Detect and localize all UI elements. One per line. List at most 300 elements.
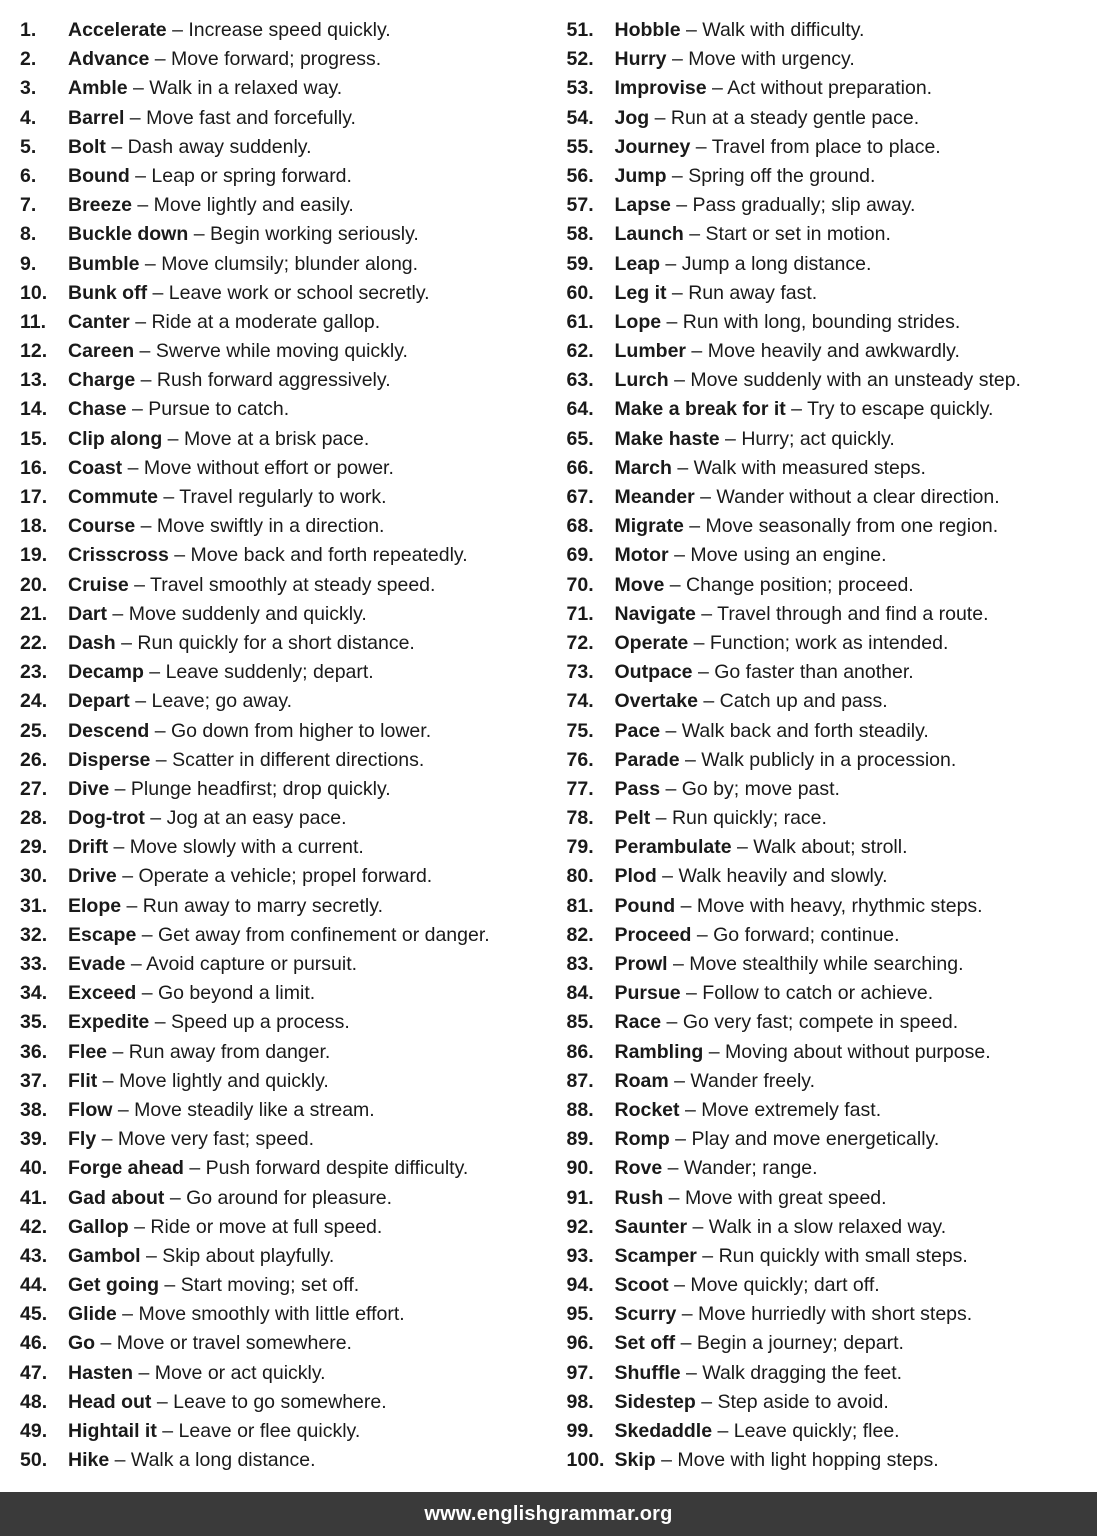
list-item bbox=[567, 1329, 1097, 1358]
list-item bbox=[567, 1154, 1097, 1183]
list-item bbox=[20, 220, 549, 249]
item-number: 77. bbox=[566, 777, 594, 800]
item-entry bbox=[68, 165, 352, 187]
item-separator: – bbox=[680, 19, 703, 41]
item-word: Barrel bbox=[68, 106, 125, 129]
item-entry bbox=[68, 1041, 330, 1063]
item-entry bbox=[615, 1216, 947, 1238]
item-word: Dash bbox=[68, 631, 116, 654]
list-item bbox=[20, 162, 549, 191]
list-item bbox=[567, 1388, 1097, 1417]
item-number: 41. bbox=[20, 1186, 48, 1209]
item-separator: – bbox=[697, 690, 720, 713]
list-item bbox=[20, 950, 549, 979]
item-number: 39. bbox=[20, 1128, 48, 1151]
item-definition: Move or act quickly. bbox=[154, 1361, 326, 1384]
list-item bbox=[20, 250, 549, 279]
item-definition: Rush forward aggressively. bbox=[156, 369, 391, 392]
item-entry bbox=[68, 340, 408, 362]
item-number: 76. bbox=[566, 748, 594, 771]
item-word: Disperse bbox=[68, 748, 151, 771]
item-separator: – bbox=[156, 1420, 179, 1442]
item-word: Escape bbox=[68, 923, 137, 946]
list-item bbox=[567, 950, 1097, 979]
item-word: Flow bbox=[68, 1098, 113, 1121]
item-definition: Move seasonally from one region. bbox=[705, 515, 999, 538]
item-separator: – bbox=[694, 486, 717, 508]
item-entry bbox=[615, 340, 960, 362]
item-entry bbox=[615, 1332, 904, 1354]
list-column-left bbox=[0, 16, 549, 1492]
item-entry bbox=[68, 107, 356, 129]
list-item bbox=[567, 512, 1097, 541]
list-item bbox=[567, 74, 1097, 103]
item-word: Fly bbox=[68, 1128, 97, 1151]
item-separator: – bbox=[695, 602, 718, 625]
list-item bbox=[567, 366, 1097, 395]
item-separator: – bbox=[712, 1420, 734, 1442]
item-number: 15. bbox=[20, 427, 48, 450]
item-word: Commute bbox=[68, 486, 158, 508]
list-item bbox=[567, 250, 1097, 279]
item-definition: Go down from higher to lower. bbox=[170, 719, 432, 742]
list-item bbox=[20, 1213, 549, 1242]
item-word: Hightail it bbox=[68, 1420, 157, 1442]
item-entry bbox=[68, 282, 430, 304]
item-entry bbox=[68, 369, 391, 391]
item-word: Make haste bbox=[614, 427, 720, 450]
item-number: 4. bbox=[20, 106, 37, 129]
item-separator: – bbox=[129, 164, 152, 187]
item-separator: – bbox=[97, 1069, 119, 1092]
item-separator: – bbox=[115, 631, 138, 654]
item-number: 32. bbox=[20, 923, 48, 946]
item-entry bbox=[68, 1216, 382, 1238]
item-word: Canter bbox=[68, 310, 130, 333]
item-definition: Go very fast; compete in speed. bbox=[682, 1011, 959, 1034]
item-word: March bbox=[614, 456, 672, 479]
item-separator: – bbox=[667, 953, 690, 975]
item-entry bbox=[68, 253, 418, 275]
item-number: 100. bbox=[566, 1449, 605, 1472]
item-word: Forge ahead bbox=[68, 1157, 184, 1180]
item-word: Advance bbox=[68, 48, 150, 71]
list-item bbox=[20, 366, 549, 395]
item-number: 83. bbox=[566, 953, 594, 975]
item-word: Overtake bbox=[614, 690, 698, 713]
list-item bbox=[20, 45, 549, 74]
item-separator: – bbox=[134, 340, 156, 363]
list-item bbox=[20, 1184, 549, 1213]
item-entry bbox=[615, 428, 895, 450]
item-separator: – bbox=[695, 1390, 718, 1413]
item-separator: – bbox=[127, 77, 150, 100]
item-definition: Begin working seriously. bbox=[209, 223, 419, 246]
item-definition: Start or set in motion. bbox=[705, 223, 891, 246]
item-definition: Wander freely. bbox=[690, 1069, 816, 1092]
item-definition: Run quickly; race. bbox=[671, 807, 827, 830]
list-item bbox=[20, 395, 549, 424]
item-entry bbox=[615, 165, 876, 187]
list-item bbox=[567, 833, 1097, 862]
item-entry bbox=[68, 486, 387, 508]
item-entry bbox=[615, 77, 933, 99]
item-definition: Walk in a slow relaxed way. bbox=[708, 1215, 947, 1238]
item-separator: – bbox=[133, 1361, 155, 1384]
item-entry bbox=[68, 807, 347, 829]
item-word: Scoot bbox=[614, 1274, 669, 1297]
item-word: Rush bbox=[614, 1186, 664, 1209]
list-item bbox=[567, 1008, 1097, 1037]
list-item bbox=[20, 571, 549, 600]
item-number: 88. bbox=[566, 1098, 594, 1121]
item-separator: – bbox=[121, 894, 143, 917]
item-number: 56. bbox=[566, 164, 594, 187]
item-number: 8. bbox=[20, 223, 37, 246]
item-definition: Push forward despite difficulty. bbox=[205, 1157, 469, 1180]
item-entry bbox=[615, 1303, 973, 1325]
item-entry bbox=[615, 1420, 900, 1442]
item-entry bbox=[615, 749, 957, 771]
item-entry bbox=[615, 778, 840, 800]
item-definition: Run away to marry secretly. bbox=[142, 894, 383, 917]
item-number: 67. bbox=[566, 486, 594, 508]
item-word: Scamper bbox=[614, 1244, 697, 1267]
item-entry bbox=[615, 661, 914, 683]
item-word: Launch bbox=[614, 223, 684, 246]
item-word: Dive bbox=[68, 777, 110, 800]
list-item bbox=[20, 862, 549, 891]
item-number: 64. bbox=[566, 398, 594, 421]
item-separator: – bbox=[683, 223, 706, 246]
item-separator: – bbox=[168, 544, 191, 567]
item-word: Jog bbox=[614, 106, 650, 129]
item-entry bbox=[615, 1274, 880, 1296]
item-separator: – bbox=[663, 1186, 685, 1209]
item-number: 26. bbox=[20, 748, 48, 771]
item-word: Descend bbox=[68, 719, 150, 742]
item-definition: Wander without a clear direction. bbox=[716, 486, 1000, 508]
item-entry bbox=[68, 1128, 314, 1150]
list-item bbox=[567, 658, 1097, 687]
item-definition: Move heavily and awkwardly. bbox=[707, 340, 960, 363]
item-separator: – bbox=[660, 719, 682, 742]
list-item bbox=[567, 1067, 1097, 1096]
item-number: 99. bbox=[566, 1420, 594, 1442]
item-word: Evade bbox=[68, 953, 126, 975]
item-separator: – bbox=[691, 923, 714, 946]
item-separator: – bbox=[128, 1215, 151, 1238]
item-separator: – bbox=[655, 1449, 678, 1472]
item-separator: – bbox=[719, 427, 742, 450]
item-entry bbox=[68, 77, 342, 99]
item-number: 28. bbox=[20, 807, 48, 830]
item-word: Flit bbox=[68, 1069, 98, 1092]
list-item bbox=[20, 1359, 549, 1388]
item-entry bbox=[68, 720, 431, 742]
item-definition: Jog at an easy pace. bbox=[166, 807, 347, 830]
item-number: 72. bbox=[566, 631, 594, 654]
item-separator: – bbox=[703, 1040, 726, 1063]
item-definition: Go faster than another. bbox=[714, 661, 914, 684]
list-item bbox=[20, 16, 549, 45]
item-definition: Move with heavy, rhythmic steps. bbox=[696, 894, 983, 917]
item-word: Bunk off bbox=[68, 281, 148, 304]
item-definition: Run with long, bounding strides. bbox=[682, 310, 961, 333]
item-word: Decamp bbox=[68, 661, 144, 684]
item-number: 21. bbox=[20, 602, 48, 625]
list-item bbox=[567, 1038, 1097, 1067]
item-definition: Leave to go somewhere. bbox=[173, 1390, 387, 1413]
item-separator: – bbox=[125, 953, 147, 975]
item-word: Dog-trot bbox=[68, 807, 145, 830]
item-separator: – bbox=[135, 369, 157, 392]
item-word: Cruise bbox=[68, 573, 129, 596]
item-word: Rove bbox=[614, 1157, 663, 1180]
item-entry bbox=[615, 836, 908, 858]
item-word: Leg it bbox=[614, 281, 667, 304]
list-item bbox=[567, 308, 1097, 337]
item-number: 95. bbox=[566, 1303, 594, 1326]
item-definition: Move steadily like a stream. bbox=[134, 1098, 375, 1121]
item-number: 65. bbox=[566, 427, 594, 450]
item-number: 38. bbox=[20, 1098, 48, 1121]
item-entry bbox=[615, 1391, 889, 1413]
item-word: Bound bbox=[68, 164, 130, 187]
item-word: Lumber bbox=[614, 340, 687, 363]
item-definition: Go around for pleasure. bbox=[186, 1186, 393, 1209]
item-entry bbox=[615, 1099, 882, 1121]
item-definition: Move hurriedly with short steps. bbox=[697, 1303, 973, 1326]
item-separator: – bbox=[690, 135, 712, 158]
item-separator: – bbox=[686, 340, 708, 363]
item-entry bbox=[68, 48, 381, 70]
item-entry bbox=[615, 1070, 816, 1092]
item-word: Get going bbox=[68, 1274, 159, 1297]
item-number: 16. bbox=[20, 456, 48, 479]
item-entry bbox=[68, 1157, 468, 1179]
item-definition: Move lightly and easily. bbox=[153, 194, 354, 217]
item-entry bbox=[615, 253, 872, 275]
list-item bbox=[567, 571, 1097, 600]
item-separator: – bbox=[96, 1128, 118, 1151]
item-word: Pound bbox=[614, 894, 676, 917]
item-number: 29. bbox=[20, 836, 48, 859]
item-entry bbox=[68, 982, 315, 1004]
item-separator: – bbox=[136, 923, 158, 946]
item-definition: Pursue to catch. bbox=[148, 398, 290, 421]
item-separator: – bbox=[666, 164, 689, 187]
item-entry bbox=[68, 136, 312, 158]
item-definition: Dash away suddenly. bbox=[127, 135, 312, 158]
item-word: Meander bbox=[614, 486, 695, 508]
item-definition: Move with great speed. bbox=[684, 1186, 887, 1209]
item-number: 82. bbox=[566, 923, 594, 946]
item-definition: Move without effort or power. bbox=[143, 456, 394, 479]
item-definition: Act without preparation. bbox=[727, 77, 933, 100]
item-definition: Plunge headfirst; drop quickly. bbox=[130, 777, 391, 800]
item-separator: – bbox=[124, 106, 147, 129]
list-item bbox=[20, 1388, 549, 1417]
item-definition: Walk about; stroll. bbox=[753, 836, 908, 859]
list-item bbox=[567, 425, 1097, 454]
item-number: 7. bbox=[20, 194, 37, 217]
footer-bar bbox=[0, 1492, 1097, 1536]
item-word: Accelerate bbox=[68, 19, 167, 41]
item-definition: Move extremely fast. bbox=[701, 1098, 882, 1121]
list-item bbox=[20, 1329, 549, 1358]
item-separator: – bbox=[112, 1098, 135, 1121]
item-definition: Run quickly for a short distance. bbox=[137, 631, 415, 654]
item-entry bbox=[68, 749, 424, 771]
item-word: Prowl bbox=[614, 953, 668, 975]
item-definition: Catch up and pass. bbox=[719, 690, 888, 713]
item-definition: Try to escape quickly. bbox=[807, 398, 994, 421]
item-word: Jump bbox=[614, 164, 667, 187]
item-separator: – bbox=[683, 515, 706, 538]
item-number: 89. bbox=[566, 1128, 594, 1151]
list-item bbox=[20, 1271, 549, 1300]
item-separator: – bbox=[164, 1186, 187, 1209]
item-number: 63. bbox=[566, 369, 594, 392]
item-definition: Spring off the ground. bbox=[688, 164, 876, 187]
item-number: 73. bbox=[566, 661, 594, 684]
list-item bbox=[567, 454, 1097, 483]
item-entry bbox=[615, 632, 949, 654]
item-word: Head out bbox=[68, 1390, 152, 1413]
item-word: Skip bbox=[614, 1449, 656, 1472]
item-entry bbox=[68, 515, 384, 537]
item-entry bbox=[68, 398, 289, 420]
item-word: Course bbox=[68, 515, 136, 538]
list-item bbox=[567, 921, 1097, 950]
item-separator: – bbox=[692, 661, 715, 684]
item-definition: Leave or flee quickly. bbox=[178, 1420, 361, 1442]
list-item bbox=[20, 775, 549, 804]
item-word: Pursue bbox=[614, 982, 681, 1005]
item-definition: Jump a long distance. bbox=[681, 252, 872, 275]
item-number: 31. bbox=[20, 894, 48, 917]
item-separator: – bbox=[136, 982, 158, 1005]
item-word: Romp bbox=[614, 1128, 670, 1151]
item-separator: – bbox=[680, 1361, 703, 1384]
item-word: Amble bbox=[68, 77, 128, 100]
list-item bbox=[567, 191, 1097, 220]
item-separator: – bbox=[666, 281, 689, 304]
item-word: Lapse bbox=[614, 194, 671, 217]
item-definition: Move back and forth repeatedly. bbox=[190, 544, 468, 567]
list-item bbox=[567, 45, 1097, 74]
item-entry bbox=[68, 19, 391, 41]
item-definition: Travel regularly to work. bbox=[179, 486, 387, 508]
item-definition: Get away from confinement or danger. bbox=[158, 923, 490, 946]
list-item bbox=[20, 1038, 549, 1067]
item-word: Breeze bbox=[68, 194, 132, 217]
item-number: 14. bbox=[20, 398, 48, 421]
item-entry bbox=[68, 924, 490, 946]
item-entry bbox=[68, 778, 391, 800]
item-separator: – bbox=[680, 982, 703, 1005]
item-number: 42. bbox=[20, 1215, 48, 1238]
item-number: 2. bbox=[20, 48, 37, 71]
item-number: 86. bbox=[566, 1040, 594, 1063]
item-separator: – bbox=[139, 252, 162, 275]
list-item bbox=[567, 600, 1097, 629]
item-word: Elope bbox=[68, 894, 122, 917]
item-number: 27. bbox=[20, 777, 48, 800]
item-word: Pass bbox=[614, 777, 661, 800]
item-entry bbox=[615, 107, 920, 129]
item-entry bbox=[615, 457, 926, 479]
item-number: 71. bbox=[566, 602, 594, 625]
item-separator: – bbox=[109, 777, 131, 800]
item-separator: – bbox=[151, 1390, 174, 1413]
item-word: Gallop bbox=[68, 1215, 129, 1238]
item-entry bbox=[615, 982, 934, 1004]
item-separator: – bbox=[166, 19, 189, 41]
item-word: Sidestep bbox=[614, 1390, 696, 1413]
item-word: Hurry bbox=[614, 48, 667, 71]
item-number: 19. bbox=[20, 544, 48, 567]
item-definition: Go by; move past. bbox=[681, 777, 840, 800]
list-item bbox=[567, 483, 1097, 512]
list-item bbox=[567, 804, 1097, 833]
item-number: 36. bbox=[20, 1040, 48, 1063]
item-word: Hobble bbox=[614, 19, 681, 41]
item-separator: – bbox=[679, 1098, 702, 1121]
list-item bbox=[567, 133, 1097, 162]
list-item bbox=[20, 483, 549, 512]
item-definition: Skip about playfully. bbox=[162, 1244, 335, 1267]
list-item bbox=[567, 104, 1097, 133]
item-number: 84. bbox=[566, 982, 594, 1005]
list-item bbox=[20, 629, 549, 658]
item-definition: Move smoothly with little effort. bbox=[138, 1303, 405, 1326]
item-separator: – bbox=[95, 1332, 117, 1355]
item-entry bbox=[68, 895, 383, 917]
list-item bbox=[20, 454, 549, 483]
item-entry bbox=[68, 574, 435, 596]
item-word: Drift bbox=[68, 836, 109, 859]
item-word: Perambulate bbox=[614, 836, 732, 859]
item-number: 45. bbox=[20, 1303, 48, 1326]
item-word: Gambol bbox=[68, 1244, 141, 1267]
item-number: 58. bbox=[566, 223, 594, 246]
item-separator: – bbox=[131, 194, 154, 217]
item-number: 52. bbox=[566, 48, 594, 71]
item-separator: – bbox=[129, 310, 152, 333]
item-number: 48. bbox=[20, 1390, 48, 1413]
item-separator: – bbox=[668, 544, 691, 567]
item-word: Shuffle bbox=[614, 1361, 681, 1384]
list-item bbox=[20, 1008, 549, 1037]
list-item bbox=[20, 74, 549, 103]
item-entry bbox=[68, 457, 394, 479]
item-number: 78. bbox=[566, 807, 594, 830]
item-word: Drive bbox=[68, 865, 117, 888]
item-word: Bolt bbox=[68, 135, 106, 158]
item-word: Migrate bbox=[614, 515, 684, 538]
item-definition: Move with light hopping steps. bbox=[677, 1449, 939, 1472]
item-entry bbox=[68, 1187, 392, 1209]
item-number: 35. bbox=[20, 1011, 48, 1034]
item-entry bbox=[68, 1245, 334, 1267]
item-entry bbox=[68, 1332, 352, 1354]
item-entry bbox=[615, 486, 1000, 508]
item-number: 55. bbox=[566, 135, 594, 158]
item-entry bbox=[68, 1391, 387, 1413]
item-entry bbox=[615, 515, 999, 537]
